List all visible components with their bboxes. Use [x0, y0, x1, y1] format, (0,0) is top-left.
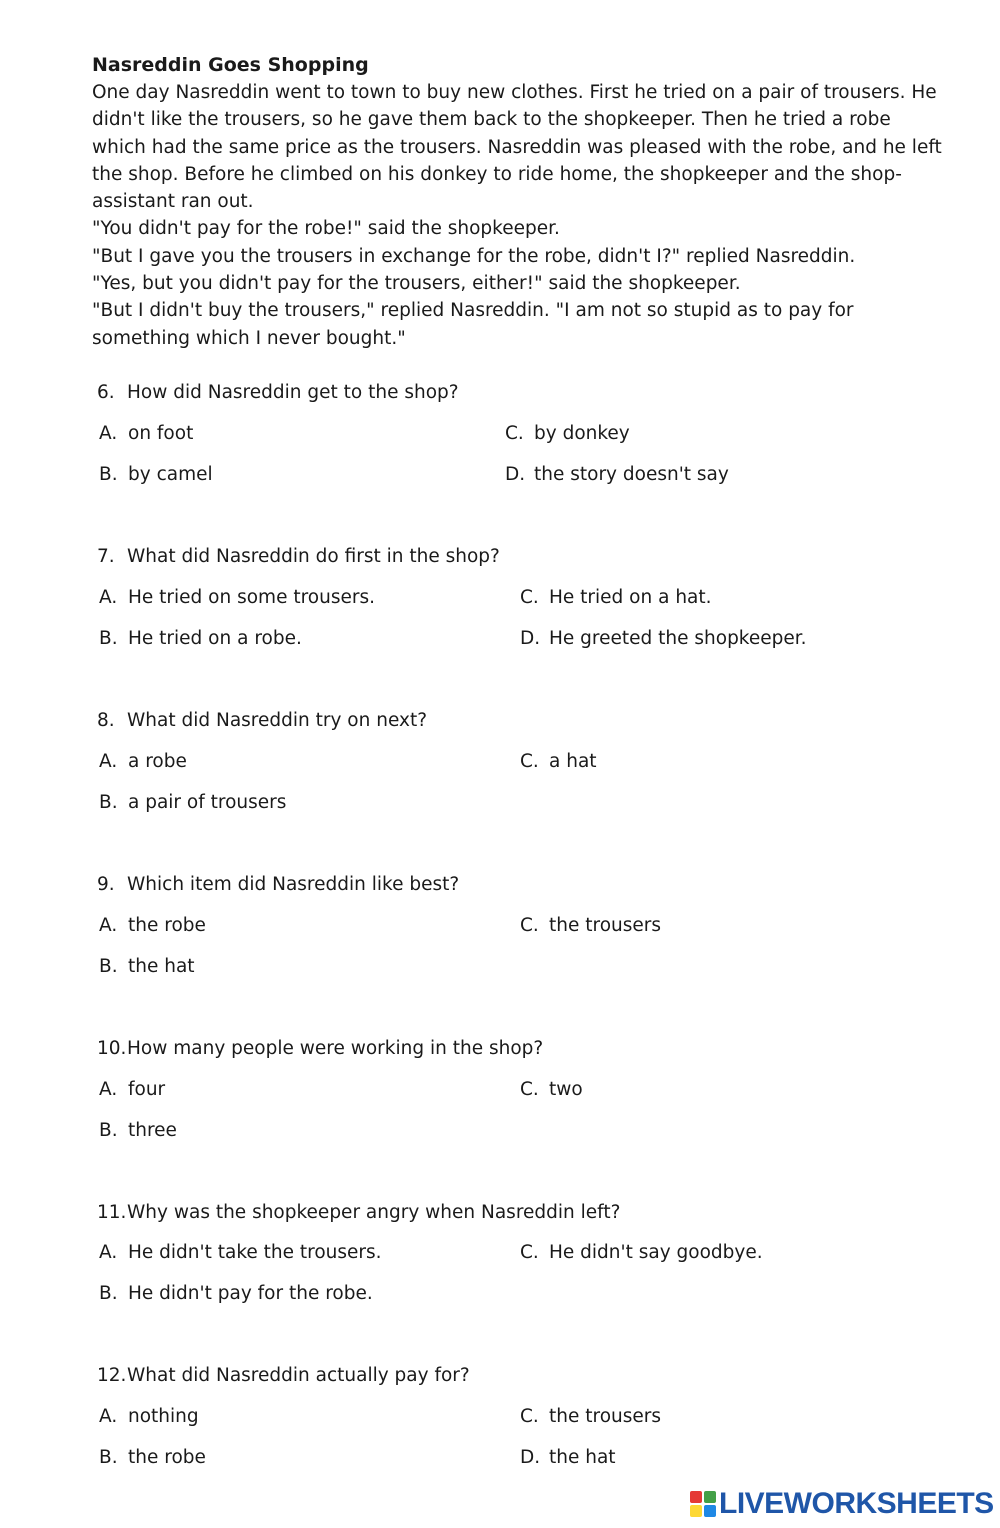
question-number: 11. — [97, 1202, 127, 1223]
option-letter: D. — [505, 464, 526, 485]
question-number: 9. — [97, 874, 115, 895]
question-number: 7. — [97, 546, 115, 567]
option-letter: C. — [520, 751, 539, 772]
question-8 — [97, 708, 427, 734]
option-letter: B. — [99, 1283, 118, 1304]
question-7 — [97, 544, 500, 570]
option-text: nothing — [128, 1406, 199, 1427]
option-7b[interactable] — [99, 626, 302, 652]
option-text: the robe — [128, 1447, 206, 1468]
option-12c[interactable] — [520, 1404, 661, 1430]
story-paragraph: "But I gave you the trousers in exchange for the robe, didn't I?" replied Nasreddin. — [92, 245, 856, 267]
question-text: What did Nasreddin do first in the shop? — [127, 546, 500, 567]
option-letter: B. — [99, 1120, 118, 1141]
question-text: Why was the shopkeeper angry when Nasreddin left? — [127, 1202, 621, 1223]
option-text: He didn't say goodbye. — [549, 1242, 763, 1263]
liveworksheets-logo-icon — [690, 1491, 716, 1517]
option-letter: A. — [99, 587, 118, 608]
option-text: a hat — [549, 751, 597, 772]
option-text: He didn't pay for the robe. — [128, 1283, 373, 1304]
option-6b[interactable] — [99, 462, 213, 488]
option-letter: B. — [99, 1447, 118, 1468]
option-7c[interactable] — [520, 585, 712, 611]
option-letter: C. — [520, 915, 539, 936]
option-9b[interactable] — [99, 954, 195, 980]
option-text: by donkey — [534, 423, 630, 444]
option-11b[interactable] — [99, 1281, 373, 1307]
option-letter: C. — [505, 423, 524, 444]
story-paragraph: "Yes, but you didn't pay for the trousers, either!" said the shopkeeper. — [92, 273, 741, 295]
option-12d[interactable] — [520, 1445, 616, 1471]
option-8b[interactable] — [99, 790, 286, 816]
option-text: by camel — [128, 464, 213, 485]
option-6a[interactable] — [99, 421, 193, 447]
question-6 — [97, 380, 459, 406]
question-text: Which item did Nasreddin like best? — [127, 874, 460, 895]
option-text: He tried on a robe. — [128, 628, 302, 649]
option-letter: B. — [99, 792, 118, 813]
option-text: four — [128, 1079, 166, 1100]
question-text: How did Nasreddin get to the shop? — [127, 382, 459, 403]
question-number: 8. — [97, 710, 115, 731]
option-9a[interactable] — [99, 913, 206, 939]
option-letter: B. — [99, 956, 118, 977]
logo-square — [704, 1505, 716, 1517]
option-7a[interactable] — [99, 585, 375, 611]
option-text: the story doesn't say — [534, 464, 729, 485]
option-letter: A. — [99, 1079, 118, 1100]
option-letter: C. — [520, 1242, 539, 1263]
story-paragraph: "But I didn't buy the trousers," replied Nasreddin. "I am not so stupid as to pay for something which I never bought." — [92, 300, 854, 349]
question-number: 12. — [97, 1365, 127, 1386]
option-text: He greeted the shopkeeper. — [549, 628, 807, 649]
option-text: the robe — [128, 915, 206, 936]
option-10c[interactable] — [520, 1077, 583, 1103]
logo-text: LIVEWORKSHEETS — [719, 1487, 994, 1520]
option-text: the hat — [549, 1447, 616, 1468]
option-text: a pair of trousers — [128, 792, 287, 813]
question-11 — [97, 1200, 620, 1226]
option-text: He tried on a hat. — [549, 587, 712, 608]
question-10 — [97, 1036, 543, 1062]
option-text: He tried on some trousers. — [128, 587, 375, 608]
question-number: 6. — [97, 382, 115, 403]
liveworksheets-logo[interactable] — [690, 1486, 994, 1522]
option-letter: C. — [520, 1406, 539, 1427]
option-letter: B. — [99, 628, 118, 649]
option-text: the trousers — [549, 1406, 662, 1427]
option-letter: A. — [99, 751, 118, 772]
question-9 — [97, 872, 459, 898]
reading-passage — [92, 52, 942, 352]
option-text: the hat — [128, 956, 195, 977]
option-letter: A. — [99, 1242, 118, 1263]
option-letter: A. — [99, 423, 118, 444]
option-text: two — [549, 1079, 583, 1100]
option-6d[interactable] — [505, 462, 729, 488]
option-10a[interactable] — [99, 1077, 165, 1103]
option-letter: C. — [520, 587, 539, 608]
option-text: a robe — [128, 751, 187, 772]
option-12a[interactable] — [99, 1404, 199, 1430]
option-text: three — [128, 1120, 177, 1141]
logo-square — [690, 1491, 702, 1503]
logo-square — [690, 1505, 702, 1517]
option-12b[interactable] — [99, 1445, 206, 1471]
option-text: He didn't take the trousers. — [128, 1242, 382, 1263]
option-8c[interactable] — [520, 749, 597, 775]
option-8a[interactable] — [99, 749, 187, 775]
question-number: 10. — [97, 1038, 127, 1059]
option-text: the trousers — [549, 915, 662, 936]
option-letter: C. — [520, 1079, 539, 1100]
story-paragraph: One day Nasreddin went to town to buy new clothes. First he tried on a pair of trousers. He didn't like the trousers, so he gave them back to the shopkeeper. Then he tried a robe which had the same price as the trousers. Nasreddin was pleased with the robe, and he left the shop. Before he climbed on his donkey to ride home, the shopkeeper and the shop-assistant ran out. — [92, 82, 942, 213]
question-text: How many people were working in the shop? — [127, 1038, 544, 1059]
option-letter: D. — [520, 628, 541, 649]
option-11c[interactable] — [520, 1240, 763, 1266]
option-7d[interactable] — [520, 626, 807, 652]
option-11a[interactable] — [99, 1240, 382, 1266]
option-text: on foot — [128, 423, 194, 444]
logo-square — [704, 1491, 716, 1503]
question-text: What did Nasreddin try on next? — [127, 710, 428, 731]
question-text: What did Nasreddin actually pay for? — [127, 1365, 470, 1386]
option-letter: A. — [99, 1406, 118, 1427]
option-10b[interactable] — [99, 1118, 177, 1144]
option-letter: A. — [99, 915, 118, 936]
question-12 — [97, 1363, 470, 1389]
story-title: Nasreddin Goes Shopping — [92, 54, 369, 76]
option-9c[interactable] — [520, 913, 661, 939]
option-letter: B. — [99, 464, 118, 485]
option-letter: D. — [520, 1447, 541, 1468]
option-6c[interactable] — [505, 421, 630, 447]
story-paragraph: "You didn't pay for the robe!" said the shopkeeper. — [92, 218, 560, 240]
